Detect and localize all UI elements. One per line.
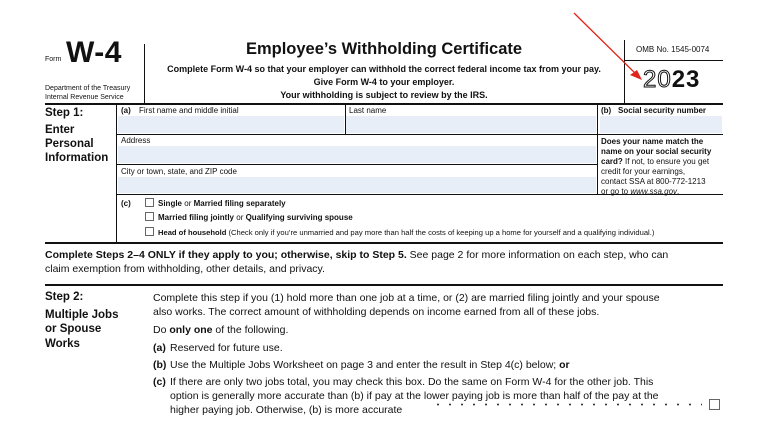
form-label: Form bbox=[45, 56, 62, 63]
ssn-label: Social security number bbox=[618, 106, 707, 115]
form-number: W-4 bbox=[66, 36, 122, 69]
first-name-label: First name and middle initial bbox=[139, 106, 239, 115]
steps-instruction: Complete Steps 2–4 ONLY if they apply to you; otherwise, skip to Step 5. See page 2 for more information on each step, who can claim exemption from withholding, other details, and privacy. bbox=[45, 249, 669, 275]
city-label: City or town, state, and ZIP code bbox=[121, 167, 237, 176]
header-bottom-rule bbox=[45, 103, 723, 105]
hoh-option-label: Head of household (Check only if you’re unmarried and pay more than half the costs of keeping up a home for yourself and a qualifying individual.) bbox=[158, 228, 655, 237]
married-option-label: Married filing jointly or Qualifying surviving spouse bbox=[158, 213, 353, 222]
option-a-text: Reserved for future use. bbox=[170, 342, 283, 354]
w4-form-page: Form W-4 Department of the Treasury Internal Revenue Service Employee’s Withholding Certificate Complete Form W-4 so that your employer can withhold the correct federal income tax from your pay. Give Form W-4 to your employer. Your withholding is subject to review by the IRS. OMB No. 1545-0074 2023 Step 1: Enter Personal Information (a) First name and middle initial Last name (b) Social security number Address City or town, state, and ZIP code Does your name match the name on your social security card? If not, to ensure you get credit for your earnings, contact SSA at 800-772-1213 or go to www.ssa.gov. (c) Single or Married filing separately Married filing jointly or Qualifying surviving spouse Head of household (Check only if you’re unmarried and pay more than half the costs of keeping up a home for yourself and a qualifying individual.) Complete Steps 2–4 ONLY if they apply to you; otherwise, skip to Step 5. See page 2 for more information on each step, who can claim exemption from withholding, other details, and privacy. Step 2: Multiple Jobs or Spouse Works Complete this step if you (1) hold more than one job at a time, or (2) are married filing jointly and your spouse also works. The correct amount of withholding depends on income earned from all of these jobs. Do only one of the following. (a) Reserved for future use. (b) Use the Multiple Jobs Worksheet on page 3 and enter the result in Step 4(c) below; or (c) If there are only two jobs total, you may check this box. Do the same on Form W-4 for the other job. This option is generally more accurate than (b) if pay at the lower paying job is more than half of the pay at the higher paying job. Otherwise, (b) is more accurate bbox=[0, 0, 768, 427]
step2-heading: Step 2: Multiple Jobs or Spouse Works bbox=[45, 291, 119, 350]
single-option-label: Single or Married filing separately bbox=[158, 199, 286, 208]
step2-do-one: Do only one of the following. bbox=[153, 324, 289, 336]
single-checkbox[interactable] bbox=[145, 198, 154, 207]
step1-bottom-rule bbox=[45, 242, 723, 244]
married-jointly-checkbox[interactable] bbox=[145, 212, 154, 221]
address-input[interactable] bbox=[118, 146, 596, 163]
first-name-input[interactable] bbox=[118, 116, 344, 133]
dot-leader bbox=[432, 403, 702, 406]
city-state-zip-input[interactable] bbox=[118, 177, 596, 193]
tax-year: 2023 bbox=[643, 66, 701, 93]
two-jobs-checkbox[interactable] bbox=[709, 399, 720, 410]
department-text: Department of the Treasury Internal Revenue Service bbox=[45, 85, 131, 101]
omb-number: OMB No. 1545-0074 bbox=[636, 45, 710, 54]
step1-left-rule bbox=[116, 105, 117, 242]
ssn-column-divider bbox=[597, 105, 598, 194]
step1-heading: Step 1: Enter Personal Information bbox=[45, 107, 109, 164]
option-c-text: If there are only two jobs total, you may check this box. Do the same on Form W-4 for the other job. This option is generally more accurate than (b) if pay at the lower paying job is more than half of the pay at the higher paying job. Otherwise, (b) is more accurate bbox=[170, 376, 659, 416]
address-bottom bbox=[117, 164, 597, 165]
name-divider bbox=[345, 105, 346, 134]
last-name-input[interactable] bbox=[346, 116, 596, 133]
ssn-input[interactable] bbox=[600, 116, 722, 133]
ssn-match-note: Does your name match the name on your social security card? If not, to ensure you get credit for your earnings, contact SSA at 800-772-1213 or go to www.ssa.gov. bbox=[601, 137, 712, 196]
form-subheader: Complete Form W-4 so that your employer can withhold the correct federal income tax from your pay. Give Form W-4 to your employer. Your withholding is subject to review by the IRS. bbox=[167, 64, 601, 100]
address-label: Address bbox=[121, 136, 151, 145]
option-b-text: Use the Multiple Jobs Worksheet on page 3 and enter the result in Step 4(c) below; or bbox=[170, 359, 570, 371]
head-of-household-checkbox[interactable] bbox=[145, 227, 154, 236]
step2-intro: Complete this step if you (1) hold more than one job at a time, or (2) are married filing jointly and your spouse also works. The correct amount of withholding depends on income earned from all of these jobs. bbox=[153, 292, 660, 318]
step2-top-rule bbox=[45, 284, 723, 286]
form-title: Employee’s Withholding Certificate bbox=[245, 40, 523, 58]
last-name-label: Last name bbox=[349, 106, 387, 115]
row-a-bottom bbox=[117, 134, 723, 135]
